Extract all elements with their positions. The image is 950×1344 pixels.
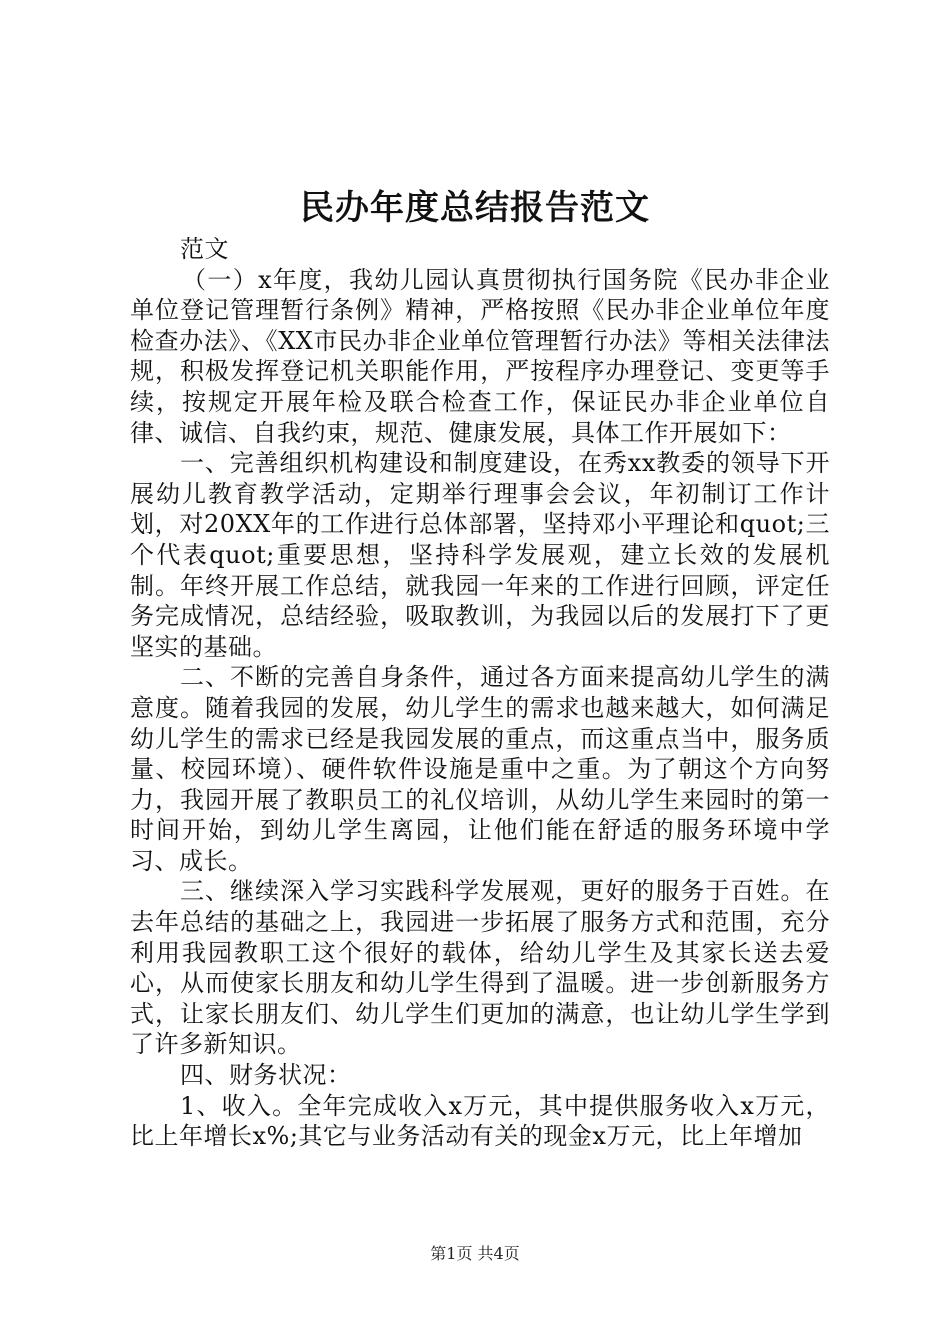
paragraph-section-3: 三、继续深入学习实践科学发展观，更好的服务于百姓。在去年总结的基础之上，我园进一步拓展了服务方式和范围，充分利用我园教职工这个很好的载体，给幼儿学生及其家长送去爱心，从而使家长朋友和幼儿学生得到了温暖。进一步创新服务方式，让家长朋友们、幼儿学生们更加的满意，也让幼儿学生学到了许多新知识。: [130, 877, 830, 1059]
document-title: 民办年度总结报告范文: [300, 188, 650, 228]
paragraph-label: 范文: [180, 235, 229, 263]
paragraph-section-1: 一、完善组织机构建设和制度建设，在秀xx教委的领导下开展幼儿教育教学活动，定期举行理事会会议，年初制订工作计划，对20XX年的工作进行总体部署，坚持邓小平理论和quot;三个代表quot;重要思想，坚持科学发展观，建立长效的发展机制。年终开展工作总结，就我园一年来的工作进行回顾，评定任务完成情况，总结经验，吸取教训，为我园以后的发展打下了更坚实的基础。: [130, 449, 830, 661]
page-number-footer: 第1页 共4页: [430, 1244, 520, 1263]
paragraph-income: 1、收入。全年完成收入x万元，其中提供服务收入x万元，比上年增长x%;其它与业务活动有关的现金x万元，比上年增加: [130, 1091, 830, 1151]
document-body: [130, 234, 830, 1152]
paragraph-section-2: 二、不断的完善自身条件，通过各方面来提高幼儿学生的满意度。随着我园的发展，幼儿学生的需求也越来越大，如何满足幼儿学生的需求已经是我园发展的重点，而这重点当中，服务质量、校园环境）、硬件软件设施是重中之重。为了朝这个方向努力，我园开展了教职员工的礼仪培训，从幼儿学生来园时的第一时间开始，到幼儿学生离园，让他们能在舒适的服务环境中学习、成长。: [130, 663, 830, 875]
paragraph-section-4-heading: 四、财务状况：: [180, 1061, 352, 1090]
paragraph-intro: （一）x年度，我幼儿园认真贯彻执行国务院《民办非企业单位登记管理暂行条例》精神，严格按照《民办非企业单位年度检查办法》、《XX市民办非企业单位管理暂行办法》等相关法律法规，积极发挥登记机关职能作用，严按程序办理登记、变更等手续，按规定开展年检及联合检查工作，保证民办非企业单位自律、诚信、自我约束，规范、健康发展，具体工作开展如下：: [130, 265, 830, 447]
